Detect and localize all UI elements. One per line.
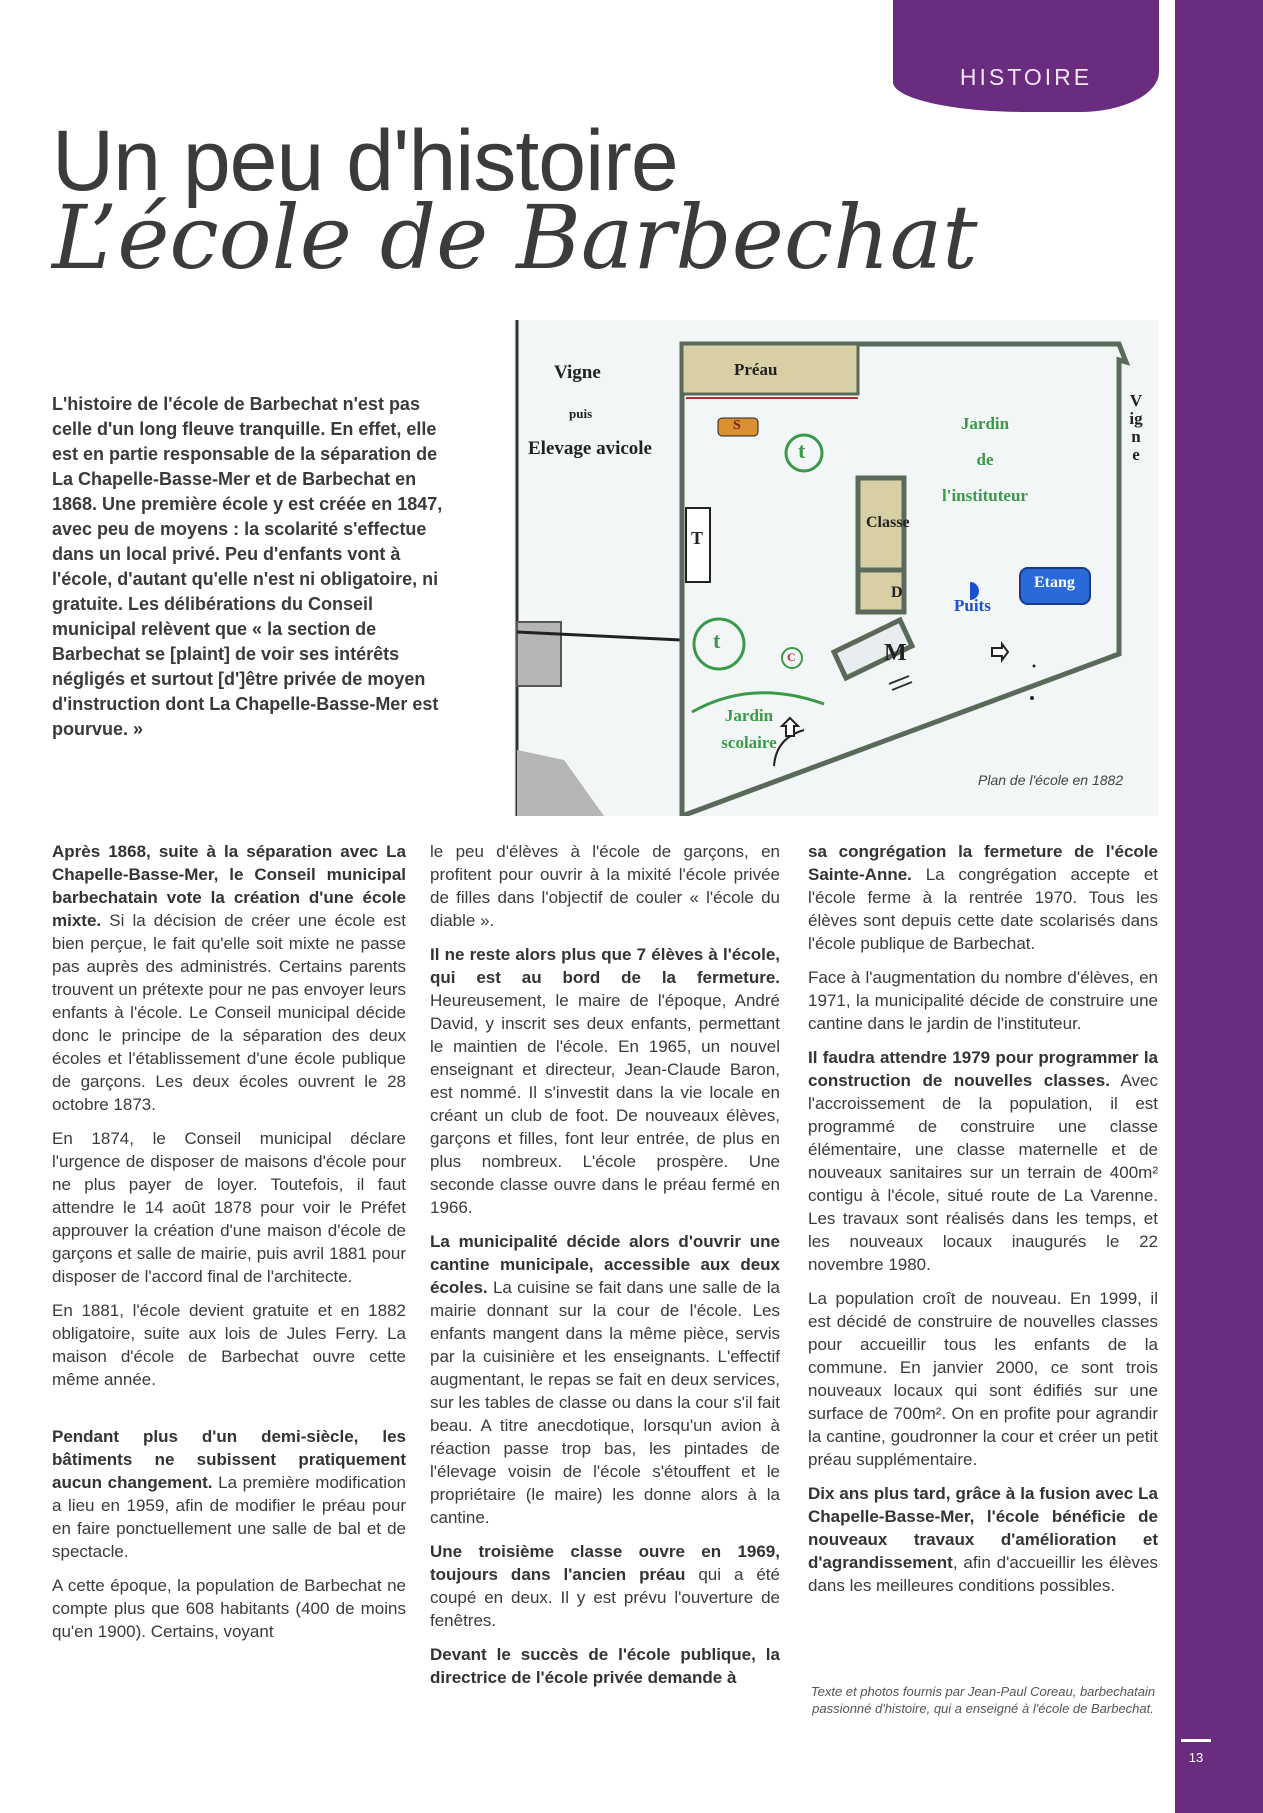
intro-paragraph: L'histoire de l'école de Barbechat n'est pas celle d'un long fleuve tranquille. En effet, elle est en partie responsable de la séparation de La Chapelle-Basse-Mer et de Barbechat en 1868. Une première école y est créée en 1847, avec peu de moyens : la scolarité s'effectue dans un local privé. Peu d'enfants vont à l'école, d'autant qu'elle n'est ni obligatoire, ni gratuite. Les délibérations du Conseil municipal relèvent que « la section de Barbechat se [plaint] de voir ses intérêts négligés et surtout [d']être privée de moyen d'instruction dont La Chapelle-Basse-Mer est pourvue. » (52, 394, 443, 739)
paragraph-text: le peu d'élèves à l'école de garçons, en profitent pour ouvrir à la mixité l'école privée de filles dans l'objectif de couler « l'école du diable ». (430, 842, 780, 930)
map-label-puis: puis (569, 406, 593, 421)
map-label-vigne-right: Vigne (1129, 391, 1143, 464)
paragraph (808, 840, 1158, 955)
paragraph-text: La population croît de nouveau. En 1999, il est décidé de construire de nouvelles classes pour accueillir tous les enfants de la commune. En janvier 2000, ce sont trois nouveaux locaux qui sont édifiés sur une surface de 700m². On en profite pour agrandir la cantine, goudronner la cour et créer un petit préau supplémentaire. (808, 1289, 1158, 1469)
paragraph-lead: Après 1868, suite à la séparation avec La Chapelle-Basse-Mer, le Conseil municipal barbechatain vote la création d'une école mixte. (52, 842, 406, 930)
page-title: Un peu d'histoire (52, 113, 678, 209)
paragraph (430, 840, 780, 932)
page-subtitle: L’école de Barbechat (52, 186, 978, 289)
paragraph-lead: sa congrégation la fermeture de l'école Sainte-Anne. (808, 842, 1158, 884)
map-label-jardin-1: Jardin (960, 414, 1010, 433)
paragraph-text: La cuisine se fait dans une salle de la mairie donnant sur la cour de l'école. Les enfants mangent dans la même pièce, servis par la cuisinière et les enseignants. L'effectif augmentant, le repas se fait en deux services, sur les tables de classe ou dans la cour s'il fait beau. A titre anecdotique, lorsqu'un avion à réaction passe trop bas, les pintades de l'élevage voisin de l'école s'étouffent et le propriétaire (le maire) les donne alors à la cantine. (430, 1278, 780, 1527)
paragraph (52, 840, 406, 1116)
paragraph-text: Avec l'accroissement de la population, il est programmé de construire une classe élémentaire, une classe maternelle et de nouveaux sanitaires sur un terrain de 400m² contigu à l'école, situé route de La Varenne. Les travaux sont réalisés dans les temps, et les nouveaux locaux inaugurés le 22 novembre 1980. (808, 1071, 1159, 1274)
map-label-s-sign: S (733, 418, 741, 433)
paragraph-text: Face à l'augmentation du nombre d'élèves, en 1971, la municipalité décide de construire une cantine dans le jardin de l'instituteur. (808, 968, 1158, 1033)
map-label-etang: Etang (1034, 574, 1075, 591)
school-plan-drawing (514, 320, 1158, 816)
map-label-puits: Puits (954, 596, 991, 615)
paragraph-lead: Une troisième classe ouvre en 1969, toujours dans l'ancien préau (430, 1542, 780, 1584)
map-label-jardin-scolaire (704, 702, 794, 756)
map-label-jardin-2: de (976, 450, 994, 469)
map-label-jardin-instituteur (930, 406, 1040, 514)
map-label-t-box: T (691, 528, 704, 548)
paragraph-lead: Devant le succès de l'école publique, la directrice de l'école privée demande à (430, 1645, 780, 1687)
map-label-preau: Préau (734, 360, 778, 379)
paragraph-lead: La municipalité décide alors d'ouvrir une cantine municipale, accessible aux deux écoles. (430, 1232, 780, 1297)
paragraph (808, 1482, 1158, 1597)
paragraph-text: En 1881, l'école devient gratuite et en 1882 obligatoire, suite aux lois de Jules Ferry. La maison d'école de Barbechat ouvre cette même année. (52, 1301, 406, 1389)
paragraph-lead: Il ne reste alors plus que 7 élèves à l'école, qui est au bord de la fermeture. (430, 945, 780, 987)
map-label-t-circle-1: t (798, 438, 806, 463)
map-label-elevage: Elevage avicole (528, 438, 652, 459)
page-number-rule (1181, 1739, 1211, 1742)
purple-sidebar (1175, 0, 1263, 1813)
paragraph (52, 1127, 406, 1288)
paragraph-text: Heureusement, le maire de l'époque, André David, y inscrit ses deux enfants, permettant le maintien de l'école. En 1965, un nouvel enseignant et directeur, Jean-Claude Baron, est nommé. Il s'investit dans la vie locale en créant un club de foot. De nouveaux élèves, garçons et filles, font leur entrée, de plus en plus nombreux. L'école prospère. Une seconde classe ouvre dans le préau fermé en 1966. (430, 991, 780, 1217)
paragraph (430, 1643, 780, 1689)
school-plan-map (514, 320, 1158, 816)
paragraph (808, 966, 1158, 1035)
map-label-c-circle: C (787, 650, 796, 664)
paragraph-text: La première modification a lieu en 1959, afin de modifier le préau pour en faire ponctuellement une salle de bal et de spectacle. (52, 1473, 406, 1561)
map-label-m: M (884, 640, 907, 666)
page-number: 13 (1188, 1750, 1204, 1765)
section-tab (893, 0, 1159, 112)
paragraph (430, 943, 780, 1219)
paragraph (808, 1046, 1158, 1276)
paragraph-text: En 1874, le Conseil municipal déclare l'urgence de disposer de maisons d'école pour ne plus payer de loyer. Toutefois, il faut attendre le 14 août 1878 pour voir le Préfet approuver la création d'une maison d'école de garçons et salle de mairie, puis avril 1881 pour disposer de l'accord final de l'architecte. (52, 1129, 406, 1286)
map-label-t-circle-2: t (713, 628, 721, 653)
column-2 (430, 840, 780, 1700)
paragraph-lead: Il faudra attendre 1979 pour programmer la construction de nouvelles classes. (808, 1048, 1158, 1090)
column-1 (52, 840, 406, 1654)
section-tag: HISTOIRE (959, 64, 1093, 90)
map-label-jardin-scolaire-2: scolaire (721, 733, 777, 752)
map-label-jardin-3: l'instituteur (942, 486, 1028, 505)
paragraph-text: qui a été coupé en deux. Il y est prévu l'ouverture de fenêtres. (430, 1565, 780, 1630)
map-label-jardin-scolaire-1: Jardin (724, 706, 774, 725)
paragraph-text: , afin d'accueillir les élèves dans les meilleures conditions possibles. (808, 1553, 1158, 1595)
map-label-d: D (891, 584, 903, 601)
paragraph (52, 1299, 406, 1391)
map-label-classe: Classe (866, 514, 910, 531)
paragraph-text: La congrégation accepte et l'école ferme à la rentrée 1970. Tous les élèves sont depuis cette date scolarisés dans l'école publique de Barbechat. (808, 865, 1158, 953)
map-caption: Plan de l'école en 1882 (978, 772, 1124, 788)
paragraph (52, 1425, 406, 1563)
paragraph (430, 1540, 780, 1632)
map-label-vigne: Vigne (554, 362, 601, 383)
paragraph-text: A cette époque, la population de Barbechat ne compte plus que 608 habitants (400 de moins qu'en 1900). Certains, voyant (52, 1576, 406, 1641)
paragraph (430, 1230, 780, 1529)
paragraph-lead: Pendant plus d'un demi-siècle, les bâtiments ne subissent pratiquement aucun changement. (52, 1427, 406, 1492)
paragraph (808, 1287, 1158, 1471)
column-3 (808, 840, 1158, 1608)
paragraph-text: Si la décision de créer une école est bien perçue, le fait qu'elle soit mixte ne passe pas auprès des administrés. Certains parents trouvent un prétexte pour ne pas envoyer leurs enfants à l'école. Le Conseil municipal décide donc le principe de la séparation des deux écoles et l'établissement d'une école publique de garçons. Les deux écoles ouvrent le 28 octobre 1873. (52, 911, 406, 1114)
photo-credit: Texte et photos fournis par Jean-Paul Coreau, barbechatain passionné d'histoire, qui a enseigné à l'école de Barbechat. (810, 1684, 1156, 1716)
paragraph-lead: Dix ans plus tard, grâce à la fusion avec La Chapelle-Basse-Mer, l'école bénéficie de nouveaux travaux d'amélioration et d'agrandissement (808, 1484, 1158, 1572)
paragraph (52, 1574, 406, 1643)
